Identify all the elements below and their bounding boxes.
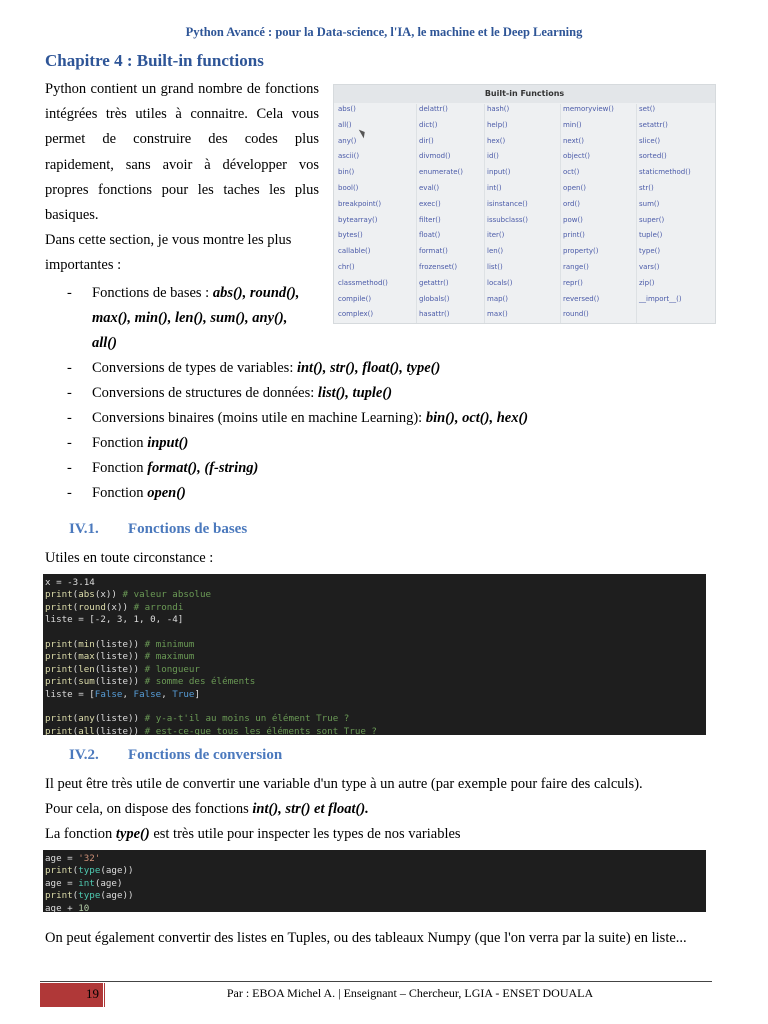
code-token: min [78,638,95,650]
section2-paragraph-3 [45,822,715,847]
code-token: any [78,713,95,725]
code-token: ( [72,663,79,675]
builtin-function-cell: dir() [419,136,434,145]
list-item-text [92,381,392,406]
code-token: True [172,688,195,700]
code-token: False [133,688,162,700]
code-token: print [45,651,73,663]
code-token: , [161,688,173,700]
code-token: print [45,725,73,735]
section-title: Fonctions de bases [128,521,248,537]
intro-paragraph-1: Python contient un grand nombre de fonctions intégrées très utiles à connaitre. Cela vous permet de construire des codes plus rapidement, sans avoir à développer vos propres fonctions pour les taches les plus basiques. [45,81,319,224]
builtin-function-cell: bytearray() [338,215,378,224]
code-line [45,664,706,676]
code-token: abs [78,589,95,601]
builtin-function-cell: list() [487,263,503,271]
code-line [45,651,706,663]
list-item-functions: abs(), round(), [212,285,300,301]
builtin-function-cell: repr() [563,278,583,287]
code-token: (age)) [100,865,134,877]
code-token: type [78,865,101,877]
bullet-dash: - [67,410,72,426]
builtin-function-cell: object() [563,152,591,161]
builtin-function-cell: help() [487,120,508,129]
list-item-label: Fonction [92,435,148,451]
builtin-function-cell: bin() [338,168,355,177]
builtin-function-cell: round() [563,310,589,319]
section1-text: Utiles en toute circonstance : [45,550,214,566]
code-token: liste = [ [45,688,95,700]
code-token: age = [45,877,79,889]
builtin-function-cell: pow() [563,215,583,224]
code-token: '32' [78,853,101,864]
chapter-title: Chapitre 4 : Built-in functions [45,51,264,70]
builtin-function-cell: float() [419,231,441,240]
code-line [45,689,706,701]
code-line [45,639,706,651]
builtin-function-cell: super() [639,215,665,224]
code-token: ( [72,589,79,601]
code-token: False [94,688,123,700]
table-column-divider [560,104,561,323]
code-line [45,614,706,626]
builtin-function-cell: isinstance() [487,199,528,208]
section-number: IV.1. [69,521,99,537]
builtin-function-cell: divmod() [419,152,451,161]
list-item-functions: input() [147,435,189,451]
code-token: # somme des éléments [144,676,256,688]
list-item-label: Conversions de types de variables: [92,360,297,376]
section-heading-iv1 [69,521,247,538]
code-line [45,627,706,639]
builtin-function-cell: bool() [338,184,359,192]
footer-divider [40,981,712,982]
code-block-basics [43,574,706,735]
code-token: , [122,688,134,700]
code-token: (liste)) [94,651,145,663]
list-item-text [92,406,528,431]
builtin-function-cell: reversed() [563,294,600,303]
code-token: max [78,651,95,663]
builtin-function-cell: chr() [338,263,355,271]
code-token: print [45,601,73,613]
code-token: liste = [-2, 3, 1, 0, -4] [45,614,184,626]
builtin-function-cell: print() [563,231,585,240]
builtin-function-cell: property() [563,247,599,256]
builtin-function-cell: len() [487,247,504,256]
builtin-function-cell: open() [563,184,586,192]
list-item-functions: int(), str(), float(), type() [296,360,441,376]
builtin-function-cell: enumerate() [419,168,463,177]
code-line [45,865,706,877]
builtin-function-cell: ascii() [338,152,360,161]
table-column-divider [484,104,485,323]
builtin-function-cell: tuple() [639,231,663,240]
code-token: # longueur [144,663,200,675]
bullet-dash: - [67,385,72,401]
section-title: Fonctions de conversion [128,747,283,763]
builtin-function-cell: oct() [563,168,580,177]
list-item-label: Fonction [92,460,148,476]
code-token: ( [72,713,79,725]
code-token: x = -3.14 [45,577,95,588]
builtin-function-cell: vars() [639,263,660,271]
code-line [45,701,706,713]
code-token: ( [72,601,79,613]
code-token: print [45,663,73,675]
builtin-function-cell: filter() [419,215,441,224]
code-token: # maximum [144,651,195,663]
builtin-function-cell: setattr() [639,120,668,129]
footer-text: Par : EBOA Michel A. | Enseignant – Chercheur, LGIA - ENSET DOUALA [226,986,594,1000]
builtin-function-cell: hex() [487,136,506,145]
bullet-dash: - [67,460,72,476]
para-text: La fonction [45,826,116,842]
list-item-functions: max(), min(), len(), sum(), any(), [92,310,288,326]
builtin-function-cell: input() [487,168,511,177]
code-token: type [78,890,101,902]
code-token: 10 [78,902,90,912]
code-token: print [45,713,73,725]
code-line [45,589,706,601]
builtin-function-cell: bytes() [338,231,363,240]
code-line [45,853,706,865]
code-token: int [78,877,95,889]
section2-paragraph-2 [45,797,715,822]
bullet-dash: - [67,485,72,501]
builtin-function-cell: id() [487,152,499,161]
code-token: ( [72,651,79,663]
list-item-text [92,306,287,331]
builtin-table-title: Built-in Functions [334,85,715,103]
para-emphasis: int(), str() et float(). [252,801,369,817]
code-token: print [45,865,73,877]
code-token: print [45,638,73,650]
list-item-label: Conversions binaires (moins utile en machine Learning): [92,410,426,426]
list-item-text [92,281,299,306]
builtin-function-cell: abs() [338,105,356,113]
code-token: (age)) [100,890,134,902]
bullet-dash: - [67,435,72,451]
table-column-divider [636,104,637,323]
bullet-dash: - [67,360,72,376]
code-token: # y-a-t'il au moins un élément True ? [144,713,350,725]
builtin-function-cell: ord() [563,199,580,208]
code-token: ( [72,725,79,735]
list-item-label: Fonctions de bases : [92,285,213,301]
list-item-functions: all() [92,335,117,351]
closing-paragraph: On peut également convertir des listes en Tuples, ou des tableaux Numpy (que l'on verra par la suite) en liste... [45,930,687,946]
builtin-function-cell: zip() [639,278,655,287]
code-token: (x)) [105,601,134,613]
code-token: # minimum [144,638,195,650]
code-token: age + [45,902,79,912]
code-token: # arrondi [133,601,184,613]
para-emphasis: type() [115,826,150,842]
mouse-cursor-icon [359,128,367,139]
code-token: ( [72,676,79,688]
list-item-text [92,331,117,356]
builtin-function-cell: format() [419,247,448,256]
code-token: print [45,890,73,902]
para-text: est très utile pour inspecter les types de nos variables [149,826,461,842]
intro-paragraph-2: Dans cette section, je vous montre les plus importantes : [45,232,292,274]
list-item-label: Conversions de structures de données: [92,385,318,401]
list-item-text [92,356,440,381]
builtin-functions-table-image [333,84,716,324]
builtin-function-cell: min() [563,120,582,129]
list-item-functions: format(), (f-string) [147,460,259,476]
list-item-functions: bin(), oct(), hex() [425,410,529,426]
builtin-function-cell: compile() [338,294,372,303]
code-token: print [45,589,73,601]
section-heading-iv2 [69,747,282,764]
code-token: (liste)) [94,638,145,650]
code-token: print [45,676,73,688]
builtin-function-cell: max() [487,310,508,319]
code-line [45,878,706,890]
builtin-function-cell: sorted() [639,152,667,161]
builtin-function-cell: hasattr() [419,310,450,319]
builtin-function-cell: range() [563,263,589,271]
list-item-text [92,456,258,481]
builtin-function-cell: type() [639,247,661,256]
code-token: sum [78,676,95,688]
code-token: ( [72,865,79,877]
code-token: ] [194,688,200,700]
page-number: 19 [86,986,99,1001]
builtin-function-cell: frozenset() [419,263,458,271]
table-column-divider [416,104,417,323]
list-item-functions: list(), tuple() [317,385,393,401]
builtin-function-cell: next() [563,136,584,145]
builtin-function-cell: int() [487,184,502,192]
code-token: age = [45,853,79,864]
builtin-function-cell: getattr() [419,278,449,287]
builtin-function-cell: all() [338,120,352,129]
code-line [45,903,706,912]
builtin-function-cell: any() [338,136,357,145]
code-token: (liste)) [94,663,145,675]
code-token: # valeur absolue [122,589,212,601]
code-line [45,713,706,725]
code-token: (liste)) [94,725,145,735]
code-line [45,890,706,902]
list-item-functions: open() [147,485,186,501]
builtin-function-cell: sum() [639,199,660,208]
section2-paragraph-1: Il peut être très utile de convertir une variable d'un type à un autre (par exemple pour faire des calculs). [45,776,643,792]
builtin-function-cell: map() [487,294,509,303]
builtin-function-cell: classmethod() [338,278,388,287]
builtin-function-cell: issubclass() [487,215,528,224]
builtin-function-cell: set() [639,105,656,113]
builtin-function-cell: slice() [639,136,661,145]
builtin-function-cell: breakpoint() [338,199,382,208]
list-item-label: Fonction [92,485,148,501]
code-token: len [78,663,95,675]
list-item-text [92,481,186,506]
code-token: ( [72,638,79,650]
code-line [45,726,706,735]
code-token: ( [72,890,79,902]
builtin-function-cell: locals() [487,278,513,287]
builtin-function-cell: hash() [487,105,510,113]
builtin-function-cell: __import__() [639,294,682,303]
code-token: (x)) [94,589,123,601]
code-token: all [78,725,95,735]
builtin-function-cell: globals() [419,294,450,303]
builtin-function-cell: eval() [419,184,440,192]
builtin-function-cell: complex() [338,310,374,319]
page-number-separator [103,983,104,1007]
builtin-function-cell: memoryview() [563,105,614,113]
code-token: (liste)) [94,713,145,725]
running-header: Python Avancé : pour la Data-science, l'IA, le machine et le Deep Learning [185,25,583,39]
code-token: (age) [94,877,123,889]
bullet-dash: - [67,285,72,301]
builtin-function-cell: dict() [419,120,438,129]
section-number: IV.2. [69,747,99,763]
code-token: round [78,601,106,613]
builtin-function-cell: iter() [487,231,505,240]
list-item-text [92,431,188,456]
builtin-function-cell: callable() [338,247,371,256]
intro-text [45,77,319,279]
code-line [45,676,706,688]
para-text: Pour cela, on dispose des fonctions [45,801,253,817]
builtin-function-cell: str() [639,184,654,192]
builtin-function-cell: staticmethod() [639,168,691,177]
code-token: (liste)) [94,676,145,688]
code-token: # est-ce-que tous les éléments sont True ? [144,725,377,735]
code-line [45,602,706,614]
builtin-function-cell: exec() [419,199,441,208]
code-line [45,577,706,589]
builtin-function-cell: delattr() [419,105,448,113]
code-block-conversion [43,850,706,912]
